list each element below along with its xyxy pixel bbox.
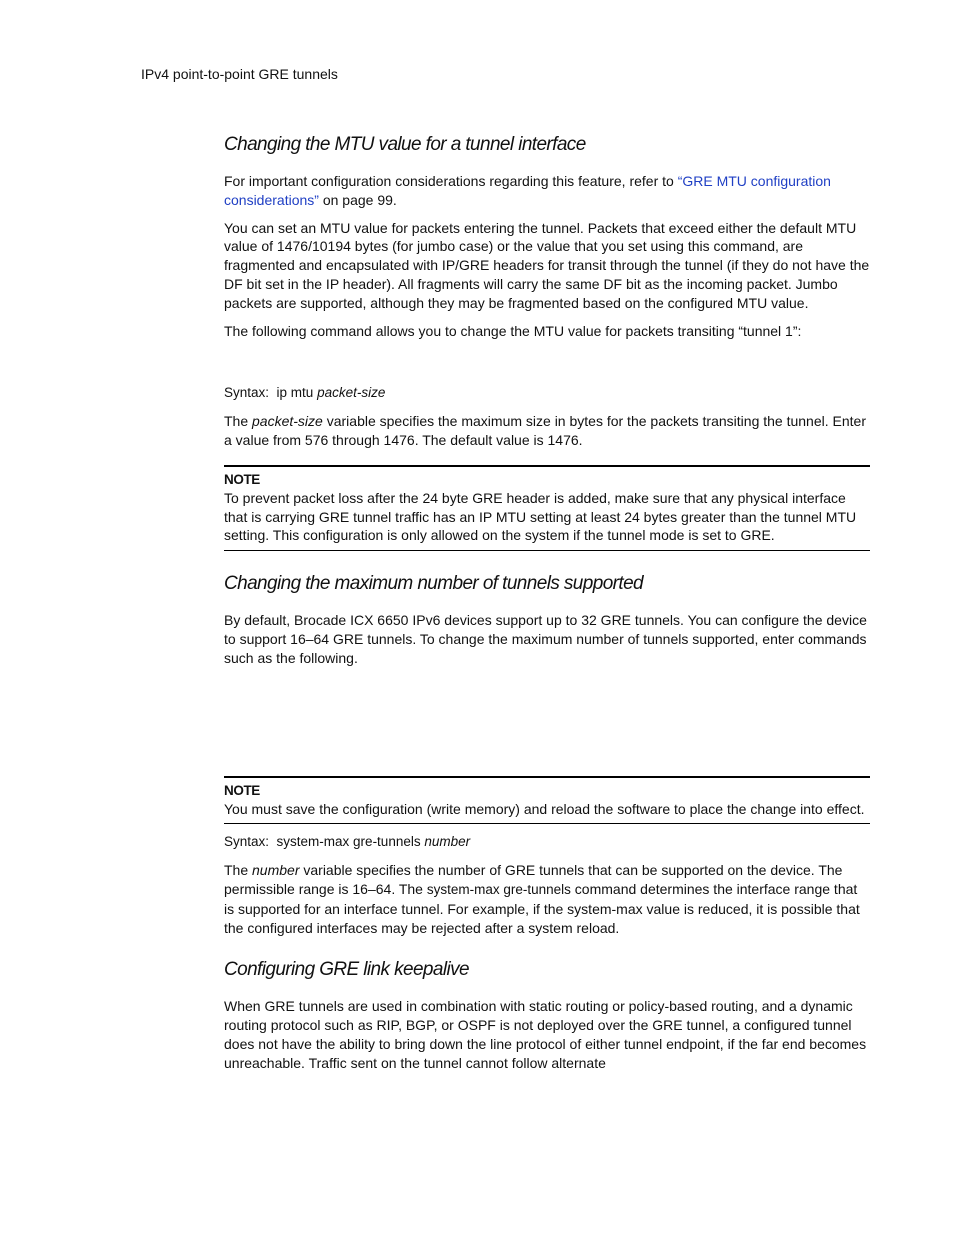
syntax-label: Syntax:	[224, 834, 270, 850]
syntax-variable: packet-size	[317, 385, 386, 401]
text-span: The	[224, 862, 253, 879]
text-span: The	[224, 413, 253, 430]
mtu-command-intro: The following command allows you to change the MTU value for packets transiting “tunnel 1”:	[224, 322, 802, 339]
mtu-description-paragraph: You can set an MTU value for packets entering the tunnel. Packets that exceed either the default MTU value of 1476/10194 bytes (for jumbo case) or the value that you set using this command, are fragmented and encapsulated with IP/GRE headers for transit through the tunnel (if they do not have the DF bit set in the IP header). All fragments will carry the same DF bit as the incoming packet. Jumbo packets are supported, although they may be fragmented based on the configured MTU value.	[224, 219, 870, 311]
text-span: variable specifies the maximum size in bytes for the packets transiting the tunnel. Enter a value from 576 through 1476. The default value is 1476.	[224, 413, 866, 448]
syntax-command: system-max gre-tunnels	[276, 834, 421, 850]
section-heading-mtu: Changing the MTU value for a tunnel interface	[224, 134, 586, 155]
variable-name: packet-size	[252, 413, 323, 430]
mtu-reference-paragraph	[224, 172, 870, 210]
note-box-save-config	[224, 776, 870, 825]
note-box-mtu	[224, 465, 870, 551]
text-span: For important configuration considerations regarding this feature, refer to	[224, 173, 678, 189]
max-tunnels-paragraph: By default, Brocade ICX 6650 IPv6 devices support up to 32 GRE tunnels. You can configure the device to support 16–64 GRE tunnels. To change the maximum number of tunnels supported, enter commands such as the following.	[224, 612, 867, 666]
keepalive-paragraph: When GRE tunnels are used in combination with static routing or policy-based routing, and a dynamic routing protocol such as RIP, BGP, or OSPF is not deployed over the GRE tunnel, a configured tunnel does not have the ability to bring down the line protocol of either tunnel endpoint, if the far end becomes unreachable. Traffic sent on the tunnel cannot follow alternate	[224, 998, 867, 1071]
syntax-ip-mtu	[224, 384, 870, 403]
section-heading-max-tunnels: Changing the maximum number of tunnels supported	[224, 573, 644, 595]
text-span: on page 99.	[318, 191, 397, 208]
packet-size-paragraph	[224, 412, 870, 450]
text-span: variable specifies the number of GRE tunnels that can be supported on the device. The permissible range is 16–64. The	[224, 862, 843, 897]
gre-mtu-considerations-link[interactable]: “GRE MTU configuration considerations”	[224, 173, 831, 208]
text-span: command determines the interface range that is supported for an interface tunnel. For example, if the system-max value is reduced, it is possible that the configured interfaces may be rejected after a system reload.	[224, 880, 860, 936]
note-label: NOTE	[224, 471, 260, 487]
syntax-system-max	[224, 833, 870, 852]
page-content	[224, 132, 870, 1073]
note-text: You must save the configuration (write memory) and reload the software to place the change into effect.	[224, 800, 865, 817]
section-heading-keepalive: Configuring GRE link keepalive	[224, 959, 469, 981]
syntax-label: Syntax:	[224, 385, 270, 401]
inline-command: system-max gre-tunnels	[426, 881, 571, 897]
running-header: IPv4 point-to-point GRE tunnels	[141, 66, 338, 82]
note-label: NOTE	[224, 782, 260, 798]
number-variable-paragraph	[224, 861, 870, 937]
syntax-variable: number	[424, 834, 471, 850]
variable-name: number	[252, 862, 300, 879]
note-text: To prevent packet loss after the 24 byte GRE header is added, make sure that any physical interface that is carrying GRE tunnel traffic has an IP MTU setting at least 24 bytes greater than the tunnel MTU setting. This configuration is only allowed on the system if the tunnel mode is set to GRE.	[224, 489, 857, 544]
syntax-command: ip mtu	[276, 385, 314, 401]
